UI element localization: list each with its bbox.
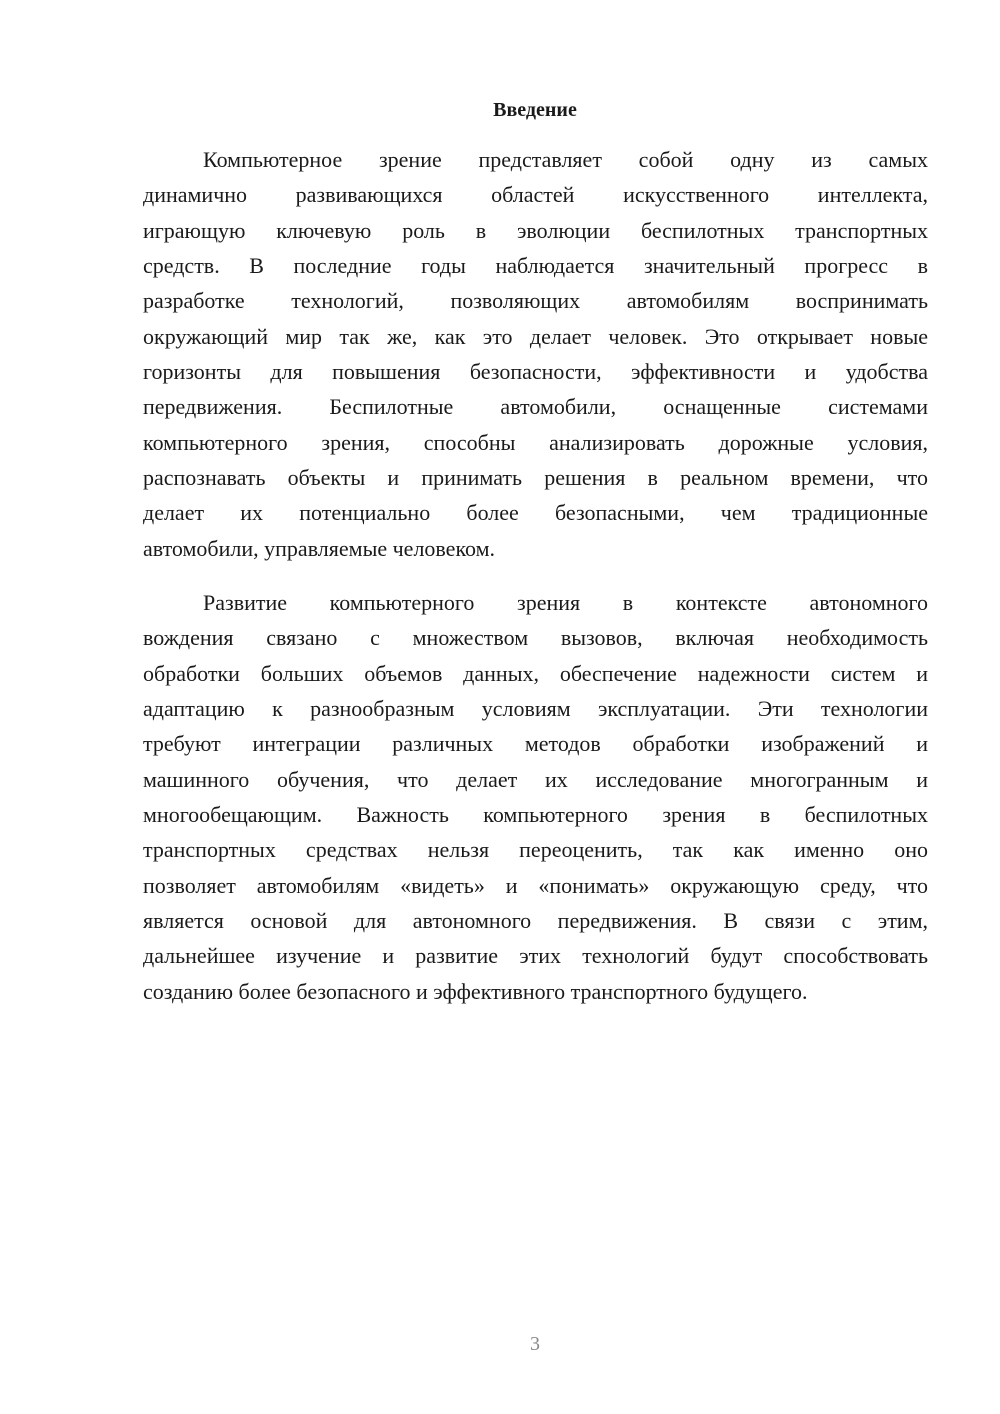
text-line: созданию более безопасного и эффективного транспортного будущего. bbox=[143, 978, 808, 1004]
text-line: позволяет автомобилям «видеть» и «понимать» окружающую среду, что bbox=[143, 872, 928, 898]
section-title: Введение bbox=[493, 99, 577, 121]
paragraph-1 bbox=[143, 142, 928, 566]
text-line: играющую ключевую роль в эволюции беспилотных транспортных bbox=[143, 217, 928, 243]
text-line: Компьютерное зрение представляет собой одну из самых bbox=[203, 147, 928, 172]
text-line: многообещающим. Важность компьютерного зрения в беспилотных bbox=[143, 802, 928, 828]
text-line: разработке технологий, позволяющих автомобилям воспринимать bbox=[143, 288, 928, 314]
text-line: средств. В последние годы наблюдается значительный прогресс в bbox=[143, 253, 928, 279]
text-line: распознавать объекты и принимать решения в реальном времени, что bbox=[143, 465, 928, 491]
text-line: вождения связано с множеством вызовов, включая необходимость bbox=[143, 625, 928, 651]
text-line: автомобили, управляемые человеком. bbox=[143, 535, 496, 561]
text-line: передвижения. Беспилотные автомобили, оснащенные системами bbox=[143, 394, 928, 420]
text-line: Развитие компьютерного зрения в контексте автономного bbox=[203, 590, 928, 615]
text-line: машинного обучения, что делает их исследование многогранным и bbox=[143, 766, 928, 792]
paragraph-2 bbox=[143, 585, 928, 1009]
text-line: компьютерного зрения, способны анализировать дорожные условия, bbox=[143, 429, 928, 455]
text-line: является основой для автономного передвижения. В связи с этим, bbox=[143, 908, 928, 934]
text-line: горизонты для повышения безопасности, эффективности и удобства bbox=[143, 359, 928, 385]
text-line: требуют интеграции различных методов обработки изображений и bbox=[143, 731, 928, 757]
text-line: транспортных средствах нельзя переоценить, так как именно оно bbox=[143, 837, 928, 863]
page-number: 3 bbox=[530, 1333, 540, 1355]
text-line: дальнейшее изучение и развитие этих технологий будут способствовать bbox=[143, 943, 928, 969]
text-line: окружающий мир так же, как это делает человек. Это открывает новые bbox=[143, 323, 928, 349]
text-line: делает их потенциально более безопасными, чем традиционные bbox=[143, 500, 928, 526]
text-line: динамично развивающихся областей искусственного интеллекта, bbox=[143, 182, 928, 208]
text-line: адаптацию к разнообразным условиям эксплуатации. Эти технологии bbox=[143, 696, 928, 722]
text-line: обработки больших объемов данных, обеспечение надежности систем и bbox=[143, 660, 928, 686]
